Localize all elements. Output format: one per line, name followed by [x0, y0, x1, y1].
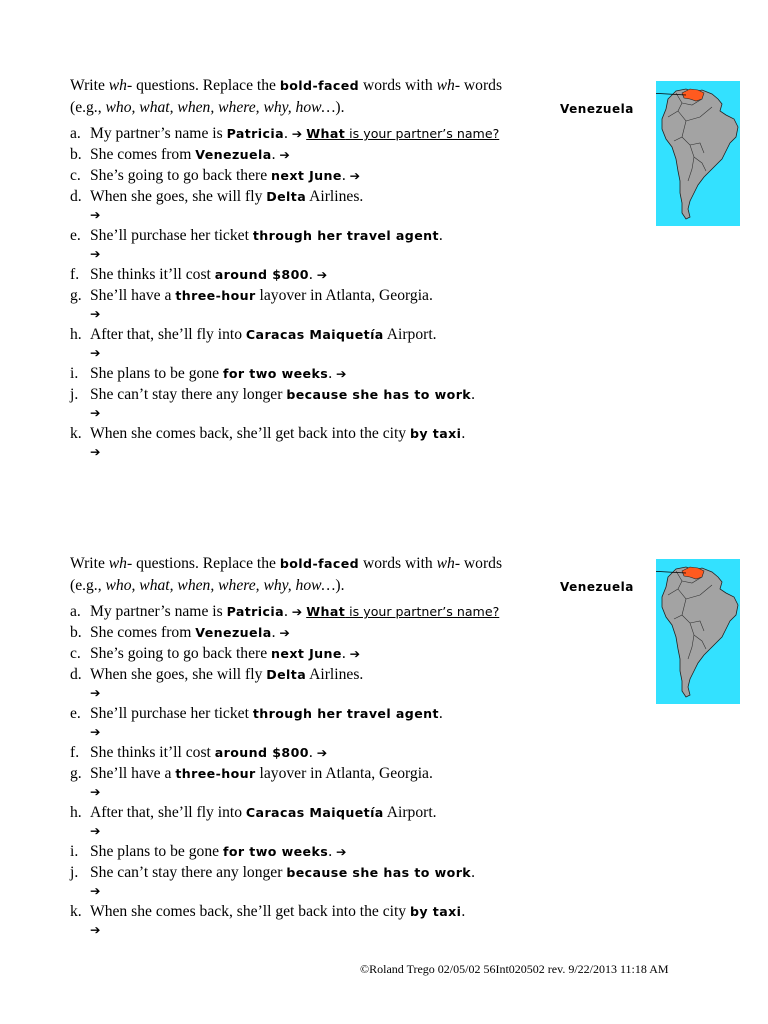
item-bold-phrase: Patricia [226, 126, 284, 141]
item-label: f. [70, 266, 80, 283]
south-america-map [656, 81, 740, 226]
arrow-icon: ➔ [291, 126, 303, 141]
item-text: She can’t stay there any longer [90, 386, 287, 403]
item-label: i. [70, 843, 79, 860]
question-item [70, 286, 433, 306]
item-bold-phrase: because she has to work [286, 387, 472, 402]
item-text: When she comes back, she’ll get back into the city [90, 903, 410, 920]
item-bold-phrase: Patricia [226, 604, 284, 619]
item-label: c. [70, 645, 81, 662]
item-text-end: . [471, 386, 475, 403]
question-item [70, 166, 360, 186]
arrow-icon: ➔ [90, 345, 101, 360]
item-bold-phrase: Delta [266, 189, 307, 204]
arrow-icon: ➔ [279, 147, 290, 162]
item-text-end: . [283, 125, 288, 142]
question-item [70, 644, 360, 664]
arrow-icon: ➔ [90, 405, 101, 420]
item-bold-phrase: Caracas Maiquetía [245, 327, 384, 342]
item-label: c. [70, 167, 81, 184]
question-item [70, 325, 437, 345]
item-text-end: . [271, 146, 276, 163]
question-item [70, 265, 327, 285]
question-item [70, 385, 475, 405]
instruction-text: Write [70, 77, 109, 94]
item-text: She plans to be gone [90, 843, 223, 860]
instruction-bold-term: bold-faced [279, 556, 360, 571]
item-text-end: . [341, 167, 346, 184]
instructions-line-1 [70, 76, 502, 96]
item-text: She’s going to go back there [90, 167, 272, 184]
item-label: j. [70, 864, 79, 881]
item-bold-phrase: for two weeks [222, 844, 329, 859]
arrow-icon: ➔ [349, 646, 361, 661]
item-bold-phrase: Venezuela [195, 625, 272, 640]
arrow-icon: ➔ [291, 604, 303, 619]
item-text-end: . [471, 864, 475, 881]
item-bold-phrase: through her travel agent [252, 228, 439, 243]
south-america-map [656, 559, 740, 704]
item-bold-phrase: Venezuela [195, 147, 272, 162]
item-text-end: . [341, 645, 346, 662]
question-item [70, 187, 363, 207]
item-bold-phrase: by taxi [410, 904, 462, 919]
question-item [70, 602, 499, 622]
example-answer [306, 126, 499, 141]
item-text: She thinks it’ll cost [90, 266, 215, 283]
item-label: a. [70, 603, 81, 620]
item-bold-phrase: three-hour [175, 766, 256, 781]
item-text-end: . [438, 227, 443, 244]
question-item [70, 226, 443, 246]
arrow-icon: ➔ [90, 724, 101, 739]
instruction-text: words [460, 77, 503, 94]
example-open: (e.g., [70, 99, 106, 116]
item-label: d. [70, 188, 82, 205]
arrow-icon: ➔ [90, 207, 101, 222]
item-bold-phrase: through her travel agent [252, 706, 439, 721]
item-label: i. [70, 365, 79, 382]
item-label: d. [70, 666, 82, 683]
answer-rest: is your partner’s name? [345, 604, 500, 619]
question-item [70, 803, 437, 823]
item-bold-phrase: because she has to work [286, 865, 472, 880]
instruction-text: questions. Replace the [132, 77, 280, 94]
item-text-end: Airport. [383, 326, 437, 343]
arrow-icon: ➔ [316, 745, 328, 760]
instruction-wh: wh- [436, 555, 461, 572]
arrow-icon: ➔ [336, 844, 347, 859]
question-item [70, 665, 363, 685]
arrow-icon: ➔ [90, 246, 101, 261]
question-item [70, 145, 290, 165]
item-label: a. [70, 125, 81, 142]
arrow-icon: ➔ [90, 444, 101, 459]
item-text: She comes from [90, 146, 196, 163]
item-bold-phrase: next June [271, 168, 342, 183]
instruction-text: words with [359, 555, 437, 572]
item-text-end: . [328, 843, 333, 860]
item-text: She’ll have a [90, 287, 176, 304]
item-text: She plans to be gone [90, 365, 223, 382]
item-text-end: Airport. [383, 804, 437, 821]
instructions-line-1 [70, 554, 502, 574]
item-text: When she goes, she will fly [90, 188, 267, 205]
question-item [70, 902, 465, 922]
question-item [70, 704, 443, 724]
item-bold-phrase: Caracas Maiquetía [245, 805, 384, 820]
question-item [70, 764, 433, 784]
answer-wh-word: What [306, 126, 346, 141]
arrow-icon: ➔ [336, 366, 347, 381]
arrow-icon: ➔ [90, 306, 101, 321]
item-text-end: . [461, 903, 466, 920]
item-label: h. [70, 804, 82, 821]
item-label: g. [70, 287, 82, 304]
item-text-end: . [308, 266, 313, 283]
item-label: h. [70, 326, 82, 343]
arrow-icon: ➔ [349, 168, 361, 183]
item-text: She’ll purchase her ticket [90, 705, 253, 722]
item-bold-phrase: by taxi [410, 426, 462, 441]
item-text-end: . [283, 603, 288, 620]
item-text: She’ll purchase her ticket [90, 227, 253, 244]
item-text-end: . [461, 425, 466, 442]
question-item [70, 623, 290, 643]
item-label: g. [70, 765, 82, 782]
item-text: She thinks it’ll cost [90, 744, 215, 761]
item-label: k. [70, 903, 82, 920]
question-item [70, 424, 465, 444]
item-text-end: . [271, 624, 276, 641]
map-label: Venezuela [560, 102, 634, 116]
answer-rest: is your partner’s name? [345, 126, 500, 141]
arrow-icon: ➔ [90, 784, 101, 799]
item-text: When she goes, she will fly [90, 666, 267, 683]
item-label: b. [70, 624, 82, 641]
question-item [70, 863, 475, 883]
arrow-icon: ➔ [316, 267, 328, 282]
arrow-icon: ➔ [90, 685, 101, 700]
item-bold-phrase: around $800 [214, 267, 309, 282]
arrow-icon: ➔ [90, 883, 101, 898]
item-text-end: . [328, 365, 333, 382]
item-bold-phrase: around $800 [214, 745, 309, 760]
item-text: She’s going to go back there [90, 645, 272, 662]
example-close: ). [335, 577, 345, 594]
item-text-end: . [438, 705, 443, 722]
item-text: After that, she’ll fly into [90, 804, 246, 821]
example-words: who, what, when, where, why, how… [105, 577, 336, 594]
arrow-icon: ➔ [90, 823, 101, 838]
example-open: (e.g., [70, 577, 106, 594]
item-bold-phrase: Delta [266, 667, 307, 682]
arrow-icon: ➔ [90, 922, 101, 937]
example-close: ). [335, 99, 345, 116]
question-item [70, 842, 346, 862]
instruction-wh: wh- [436, 77, 461, 94]
item-bold-phrase: next June [271, 646, 342, 661]
arrow-icon: ➔ [279, 625, 290, 640]
item-text-end: layover in Atlanta, Georgia. [255, 287, 433, 304]
map-label: Venezuela [560, 580, 634, 594]
instructions-line-2 [70, 576, 344, 596]
example-answer [306, 604, 499, 619]
item-text: When she comes back, she’ll get back into the city [90, 425, 410, 442]
item-text: She can’t stay there any longer [90, 864, 287, 881]
instruction-wh: wh- [108, 555, 133, 572]
item-text-end: Airlines. [306, 188, 364, 205]
question-item [70, 743, 327, 763]
item-text: My partner’s name is [90, 603, 227, 620]
item-text: She comes from [90, 624, 196, 641]
item-label: j. [70, 386, 79, 403]
item-text: After that, she’ll fly into [90, 326, 246, 343]
item-label: e. [70, 705, 81, 722]
example-words: who, what, when, where, why, how… [105, 99, 336, 116]
item-text-end: layover in Atlanta, Georgia. [255, 765, 433, 782]
item-label: k. [70, 425, 82, 442]
instruction-text: Write [70, 555, 109, 572]
instruction-text: questions. Replace the [132, 555, 280, 572]
item-label: f. [70, 744, 80, 761]
question-item [70, 124, 499, 144]
instruction-text: words [460, 555, 503, 572]
item-label: b. [70, 146, 82, 163]
item-label: e. [70, 227, 81, 244]
item-text-end: . [308, 744, 313, 761]
instruction-wh: wh- [108, 77, 133, 94]
item-bold-phrase: for two weeks [222, 366, 329, 381]
item-text: She’ll have a [90, 765, 176, 782]
item-bold-phrase: three-hour [175, 288, 256, 303]
item-text-end: Airlines. [306, 666, 364, 683]
footer-copyright: ©Roland Trego 02/05/02 56Int020502 rev. 9/22/2013 11:18 AM [360, 962, 669, 976]
answer-wh-word: What [306, 604, 346, 619]
instructions-line-2 [70, 98, 344, 118]
item-text: My partner’s name is [90, 125, 227, 142]
instruction-bold-term: bold-faced [279, 78, 360, 93]
instruction-text: words with [359, 77, 437, 94]
question-item [70, 364, 346, 384]
